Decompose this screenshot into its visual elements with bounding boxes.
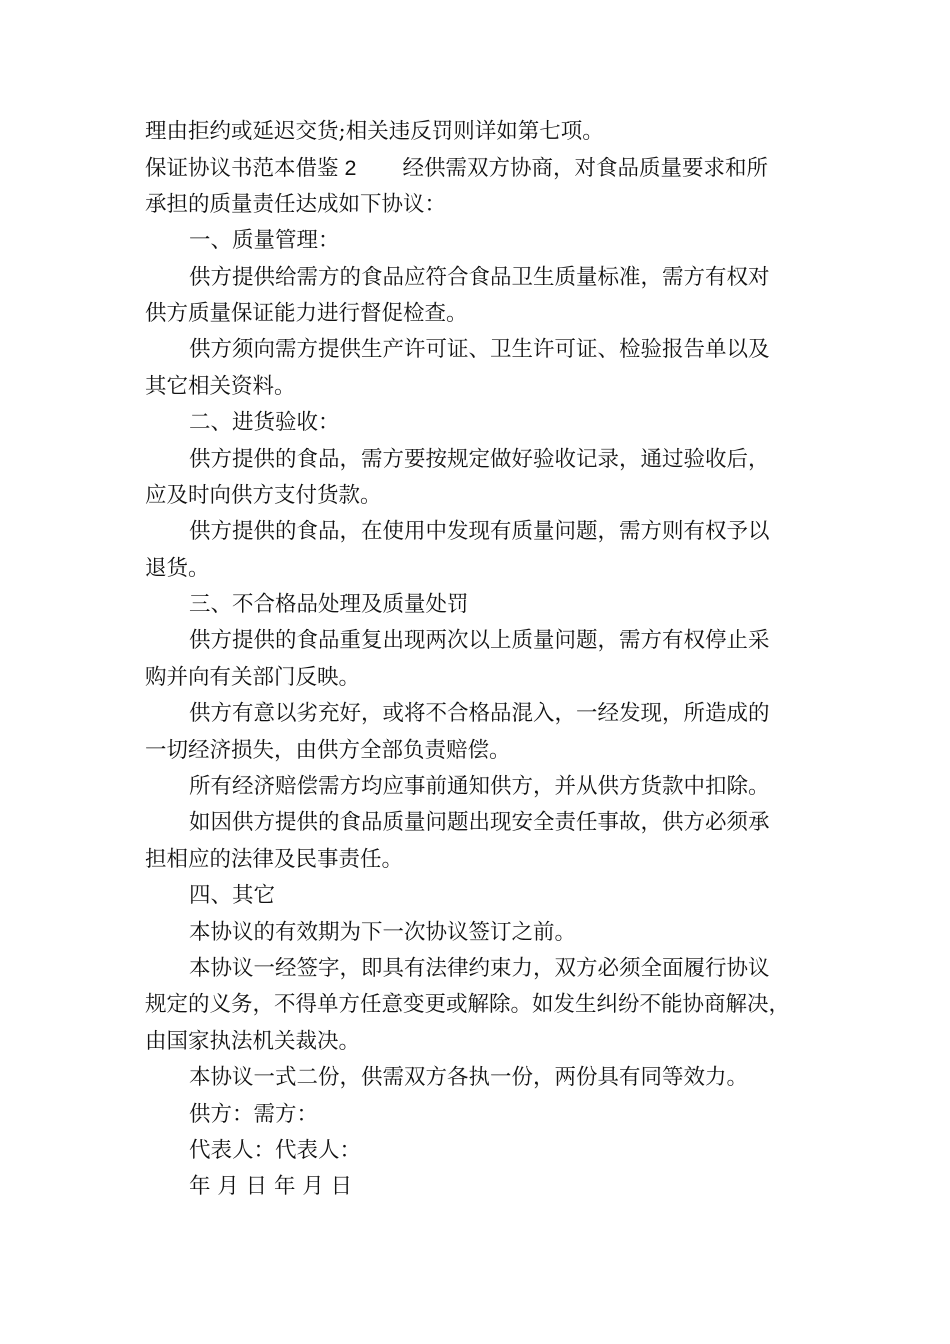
- text-line: 理由拒约或延迟交货;相关违反罚则详如第七项。: [145, 119, 604, 144]
- text-line: 本协议一式二份，供需双方各执一份，两份具有同等效力。: [189, 1065, 749, 1091]
- section-heading: 二、进货验收：: [189, 410, 340, 436]
- signature-date: 年 月 日 年 月 日: [189, 1174, 353, 1200]
- text-line: 退货。: [145, 555, 210, 581]
- text-line: 供方有意以劣充好，或将不合格品混入，一经发现，所造成的: [189, 701, 770, 727]
- text-line: 购并向有关部门反映。: [145, 664, 361, 690]
- text-line: 规定的义务，不得单方任意变更或解除。如发生纠纷不能协商解决，: [145, 992, 791, 1018]
- text-line: 应及时向供方支付货款。: [145, 482, 382, 508]
- text-line: 如因供方提供的食品质量问题出现安全责任事故，供方必须承: [189, 810, 770, 836]
- text-line: [145, 150, 810, 186]
- text-line: 担相应的法律及民事责任。: [145, 846, 404, 872]
- text-line: 其它相关资料。: [145, 373, 296, 399]
- text-line: 供方提供的食品重复出现两次以上质量问题，需方有权停止采: [189, 628, 770, 654]
- text-line: 供方质量保证能力进行督促检查。: [145, 300, 468, 326]
- document-body: [145, 114, 810, 1206]
- text-line: 本协议一经签字，即具有法律约束力，双方必须全面履行协议: [189, 955, 770, 981]
- text-line: 一切经济损失，由供方全部负责赔偿。: [145, 737, 511, 763]
- text-line: 承担的质量责任达成如下协议：: [145, 191, 447, 217]
- signature-representatives: 代表人：代表人：: [189, 1137, 362, 1163]
- document-title: 保证协议书范本借鉴 2: [145, 156, 357, 181]
- signature-parties: 供方：需方：: [189, 1101, 319, 1127]
- text-line: 所有经济赔偿需方均应事前通知供方，并从供方货款中扣除。: [189, 774, 770, 800]
- text-line: 供方提供给需方的食品应符合食品卫生质量标准，需方有权对: [189, 264, 770, 290]
- section-heading: 四、其它: [189, 883, 276, 909]
- intro-text: 经供需双方协商，对食品质量要求和所: [402, 156, 768, 182]
- section-heading: 三、不合格品处理及质量处罚: [189, 592, 469, 618]
- text-line: 供方提供的食品，需方要按规定做好验收记录，通过验收后，: [189, 446, 770, 472]
- text-line: 供方须向需方提供生产许可证、卫生许可证、检验报告单以及: [189, 337, 770, 363]
- text-line: 本协议的有效期为下一次协议签订之前。: [189, 919, 577, 945]
- text-line: 供方提供的食品，在使用中发现有质量问题，需方则有权予以: [189, 519, 770, 545]
- text-line: 由国家执法机关裁决。: [145, 1028, 361, 1054]
- section-heading: 一、质量管理：: [189, 228, 340, 254]
